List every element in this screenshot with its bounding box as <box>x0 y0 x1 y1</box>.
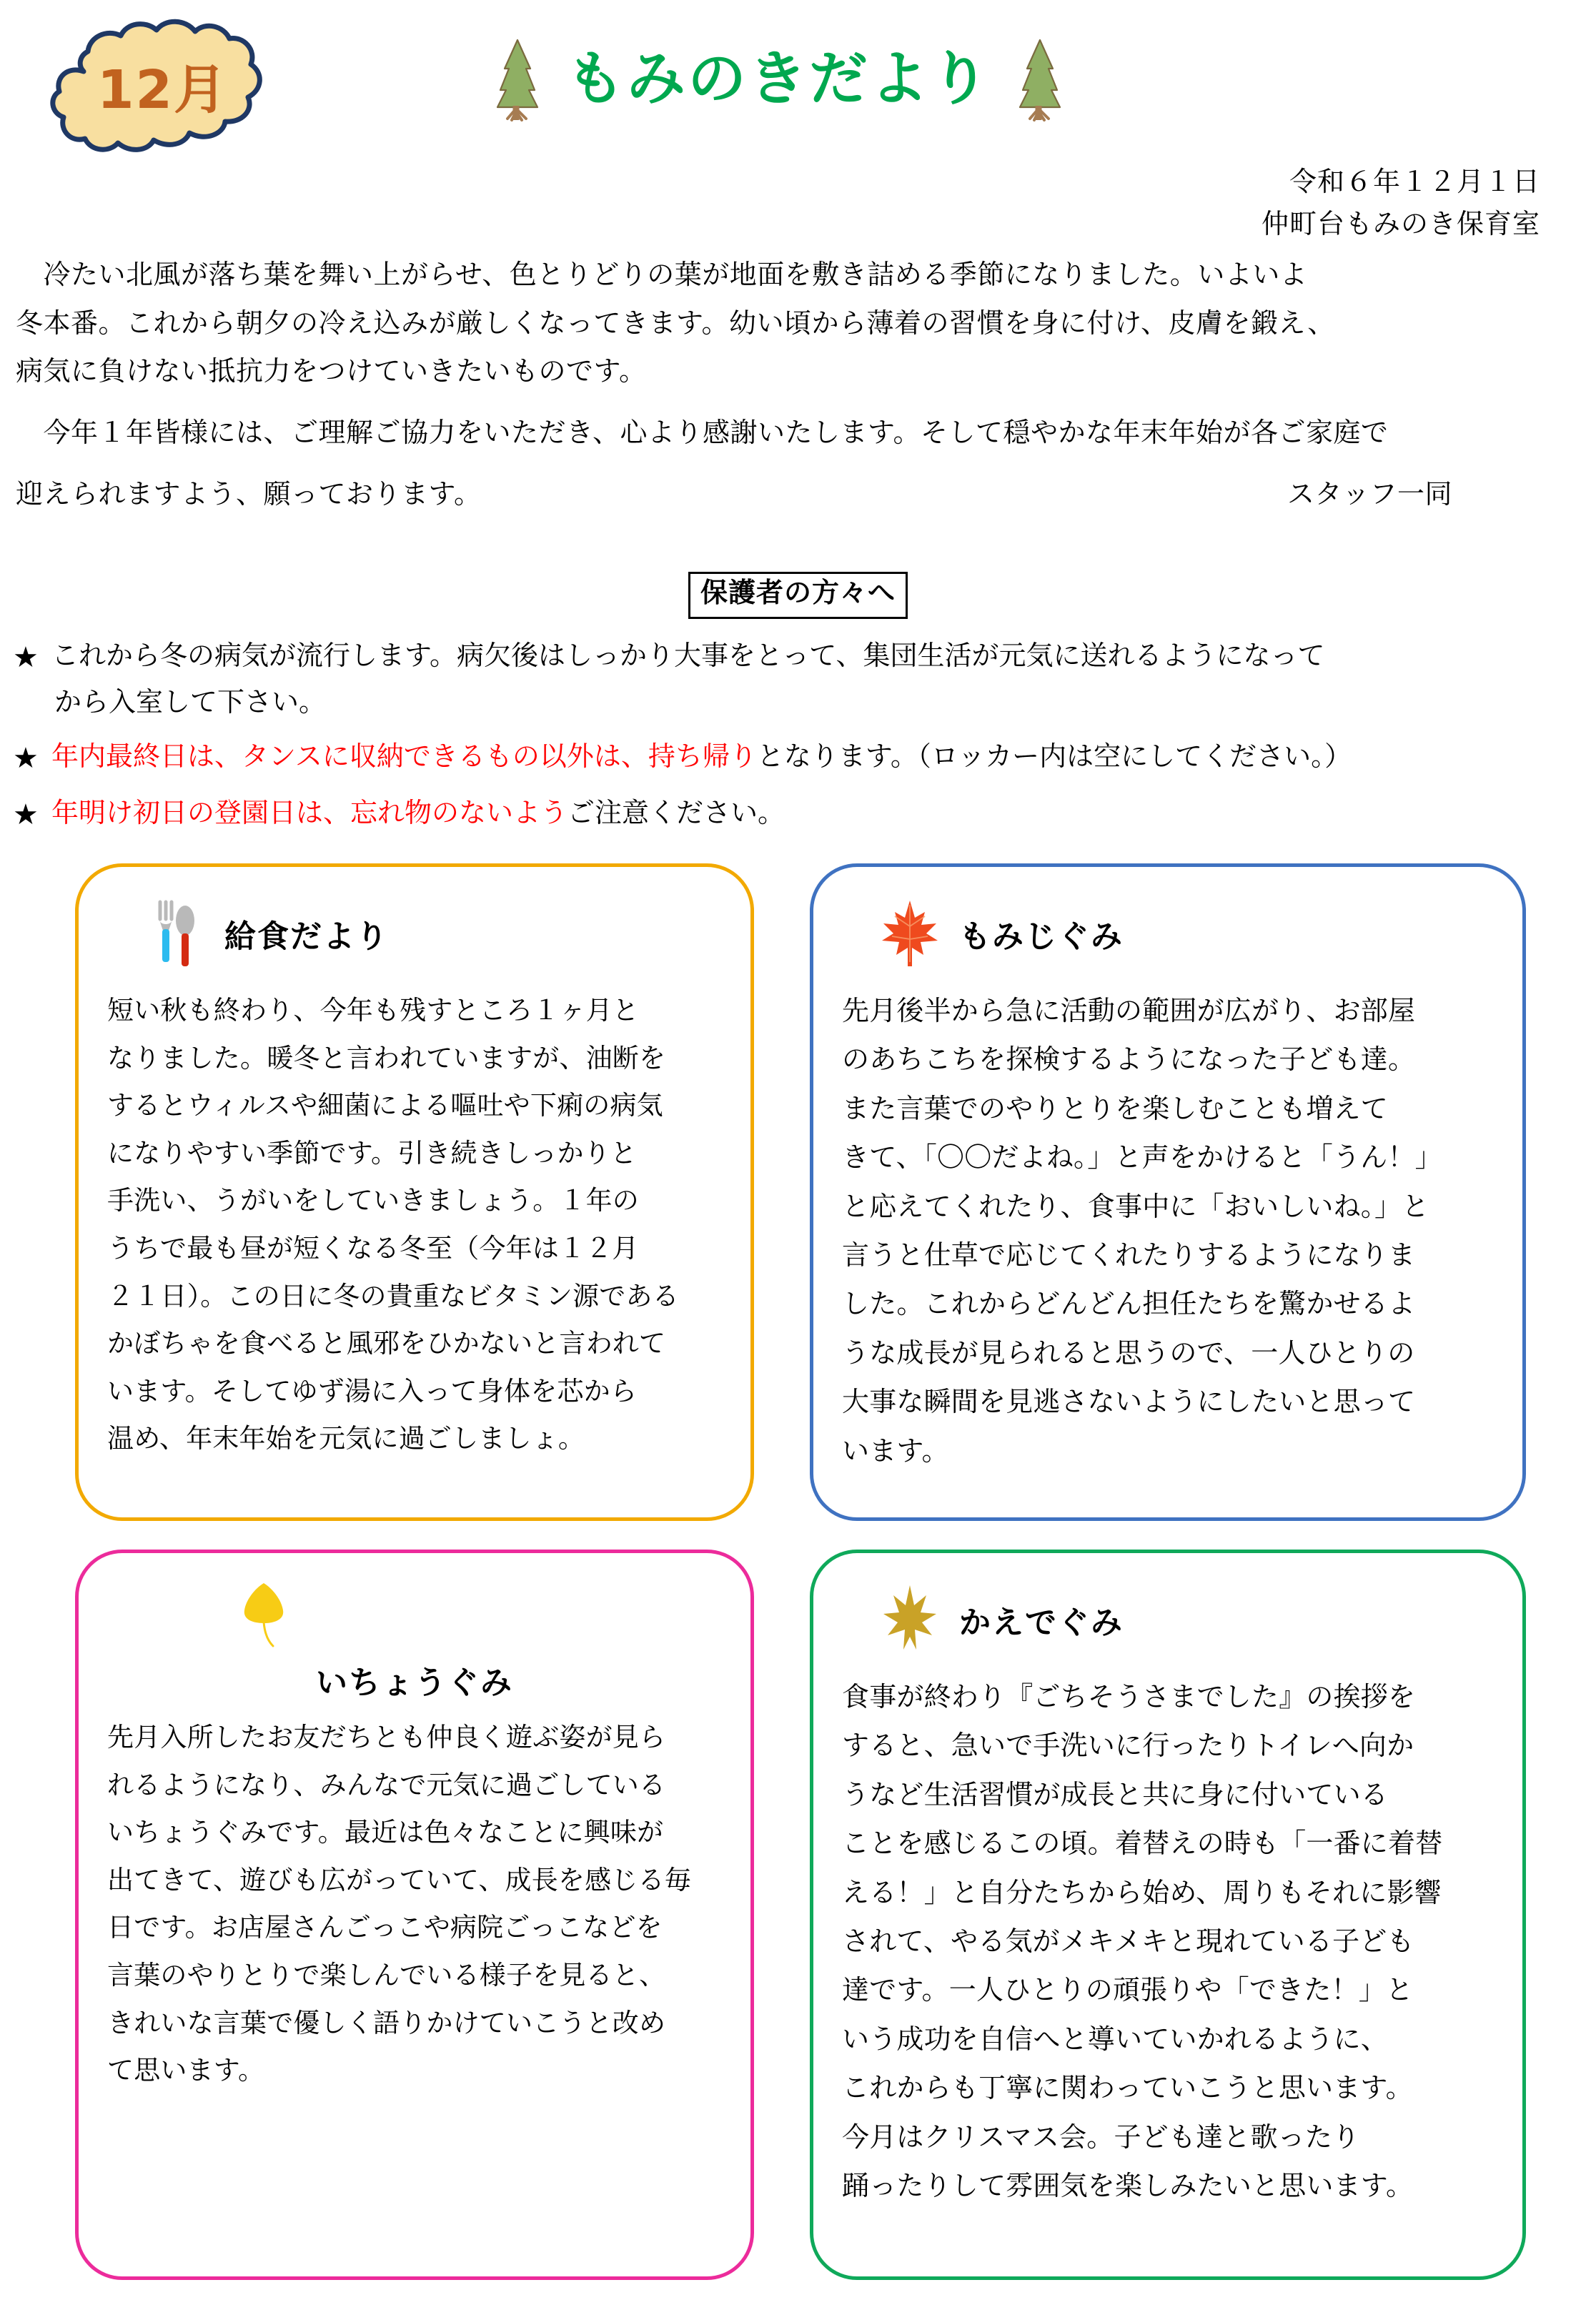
card-header <box>107 891 722 976</box>
card-line: います。 <box>842 1436 949 1467</box>
card-line: て思います。 <box>107 2056 265 2086</box>
card-line: うちで最も昼が短くなる冬至（今年は１２月 <box>107 1233 639 1263</box>
intro-p1-line2: 冬本番。これから朝夕の冷え込みが厳しくなってきます。幼い頃から薄着の習慣を身に付け、皮膚を鍛え、 <box>16 308 1335 339</box>
intro-paragraph-1 <box>16 252 1510 397</box>
intro-p1-line1: 冷たい北風が落ち葉を舞い上がらせ、色とりどりの葉が地面を敷き詰める季節になりました。いよいよ <box>16 260 1308 290</box>
card-line: また言葉でのやりとりを楽しむことも増えて <box>842 1094 1389 1124</box>
notice-3-red-text: 年明け初日の登園日は、忘れ物のないよう <box>51 798 568 828</box>
date-block <box>1262 162 1540 246</box>
card-line: されて、やる気がメキメキと現れている子ども <box>842 1926 1414 1957</box>
card-line: になりやすい季節です。引き続きしっかりと <box>107 1138 638 1168</box>
card-line: 達です。一人ひとりの頑張りや「できた！」と <box>842 1976 1414 2006</box>
card-line: するとウィルスや細菌による嘔吐や下痢の病気 <box>107 1091 663 1121</box>
class-card-grid <box>75 863 1526 2286</box>
notice-1-line2: から入室して下さい。 <box>54 688 327 718</box>
star-bullet-icon: ★ <box>13 742 39 774</box>
signature: スタッフ一同 <box>1287 479 1452 510</box>
card-title: もみじぐみ <box>959 918 1124 955</box>
notice-text <box>51 734 1571 780</box>
card-line: 手洗い、うがいをしていきましょう。１年の <box>107 1186 639 1216</box>
card-body <box>107 987 722 1463</box>
card-header <box>842 1577 1494 1662</box>
card-line: 踊ったりして雰囲気を楽しみたいと思います。 <box>842 2171 1414 2201</box>
card-title: 給食だより <box>224 918 389 955</box>
maple-leaf-red-icon <box>879 898 941 969</box>
month-badge-label: 12月 <box>97 59 228 121</box>
card-line: える！」と自分たちから始め、周りもそれに影響 <box>842 1878 1442 1908</box>
card-kyushoku <box>75 863 754 1521</box>
card-line: います。そしてゆず湯に入って身体を芯から <box>107 1376 638 1406</box>
intro-p2-line1: 今年１年皆様には、ご理解ご協力をいただき、心より感謝いたします。そして穏やかな年末年始が各ご家庭で <box>16 417 1389 448</box>
card-line: れるようになり、みんなで元気に過ごしている <box>107 1770 666 1800</box>
card-line: きて、「〇〇だよね。」と声をかけると「うん！」 <box>842 1143 1442 1174</box>
ginkgo-leaf-icon <box>233 1577 294 1649</box>
card-line: 短い秋も終わり、今年も残すところ１ヶ月と <box>107 996 639 1025</box>
notice-list <box>13 633 1571 846</box>
notice-text <box>51 633 1571 727</box>
card-title: いちょうぐみ <box>316 1665 513 1701</box>
card-line: 今月はクリスマス会。子ども達と歌ったり <box>842 2122 1360 2153</box>
fir-tree-icon <box>493 37 542 122</box>
notice-2-black-text: となります。（ロッカー内は空にしてください。） <box>756 741 1352 772</box>
card-line: 先月入所したお友だちとも仲良く遊ぶ姿が見ら <box>107 1722 666 1752</box>
card-kaede <box>810 1550 1526 2280</box>
issuer-name: 仲町台もみのき保育室 <box>1261 209 1540 239</box>
guardian-heading-label: 保護者の方々へ <box>688 572 908 619</box>
notice-2-red-text: 年内最終日は、タンスに収納できるもの以外は、持ち帰り <box>51 741 757 772</box>
notice-1-line1: これから冬の病気が流行します。病欠後はしっかり大事をとって、集団生活が元気に送れるようになって <box>51 641 1325 671</box>
card-line: 大事な瞬間を見逃さないようにしたいと思って <box>842 1387 1416 1418</box>
title-row <box>493 37 1064 122</box>
card-line: なりました。暖冬と言われていますが、油断を <box>107 1043 666 1073</box>
notice-text <box>51 790 1571 837</box>
page-title: もみのきだより <box>566 45 992 113</box>
card-header <box>107 1577 722 1702</box>
card-line: 温め、年末年始を元気に過ごしましょ。 <box>107 1424 585 1454</box>
card-line: いう成功を自信へと導いていかれるように、 <box>842 2024 1389 2055</box>
maple-leaf-gold-icon <box>879 1584 941 1655</box>
notice-item <box>13 790 1571 840</box>
card-header <box>842 891 1494 976</box>
intro-p2-line2: 迎えられますよう、願っております。 <box>16 479 482 510</box>
card-line: これからも丁寧に関わっていこうと思います。 <box>842 2073 1413 2104</box>
month-badge <box>39 16 286 155</box>
fork-and-spoon-icon <box>144 898 206 969</box>
card-line: と応えてくれたり、食事中に「おいしいね。」と <box>842 1191 1429 1222</box>
issue-date: 令和６年１２月１日 <box>1289 167 1540 197</box>
card-line: 言うと仕草で応じてくれたりするようになりま <box>842 1240 1416 1271</box>
fir-tree-icon <box>1016 37 1064 122</box>
guardian-section-heading <box>0 572 1596 619</box>
card-line: 日です。お店屋さんごっこや病院ごっこなどを <box>107 1913 663 1943</box>
card-line: 先月後半から急に活動の範囲が広がり、お部屋 <box>842 996 1416 1026</box>
card-line: 食事が終わり『ごちそうさまでした』の挨拶を <box>842 1682 1416 1712</box>
notice-3-black-text: ご注意ください。 <box>567 798 785 828</box>
intro-p1-line3: 病気に負けない抵抗力をつけていきたいものです。 <box>16 357 647 387</box>
intro-text <box>16 252 1510 519</box>
intro-signature-row <box>16 471 1510 520</box>
card-icho <box>75 1550 754 2280</box>
card-line: した。これからどんどん担任たちを驚かせるよ <box>842 1289 1416 1320</box>
card-line: ことを感じるこの頃。着替えの時も「一番に着替 <box>842 1829 1443 1860</box>
card-body <box>107 1714 722 2095</box>
card-line: いちょうぐみです。最近は色々なことに興味が <box>107 1818 664 1848</box>
card-line: ２１日）。この日に冬の貴重なビタミン源である <box>107 1281 679 1311</box>
notice-item <box>13 734 1571 783</box>
card-body <box>842 1673 1494 2211</box>
card-line: きれいな言葉で優しく語りかけていこうと改め <box>107 2008 666 2038</box>
card-title: かえでぐみ <box>959 1605 1124 1641</box>
page-header <box>0 0 1596 164</box>
star-bullet-icon: ★ <box>13 642 39 673</box>
star-bullet-icon: ★ <box>13 798 39 831</box>
card-line: 言葉のやりとりで楽しんでいる様子を見ると、 <box>107 1960 666 1990</box>
card-line: のあちこちを探検するようになった子ども達。 <box>842 1045 1416 1076</box>
notice-item <box>13 633 1571 727</box>
card-line: 出てきて、遊びも広がっていて、成長を感じる毎 <box>107 1865 691 1895</box>
card-line: うなど生活習慣が成長と共に身に付いている <box>842 1780 1389 1810</box>
card-line: うな成長が見られると思うので、一人ひとりの <box>842 1338 1415 1369</box>
card-body <box>842 987 1494 1476</box>
card-line: すると、急いで手洗いに行ったりトイレへ向か <box>842 1731 1414 1762</box>
intro-paragraph-2 <box>16 410 1510 458</box>
card-line: かぼちゃを食べると風邪をひかないと言われて <box>107 1329 666 1359</box>
card-momiji <box>810 863 1526 1521</box>
